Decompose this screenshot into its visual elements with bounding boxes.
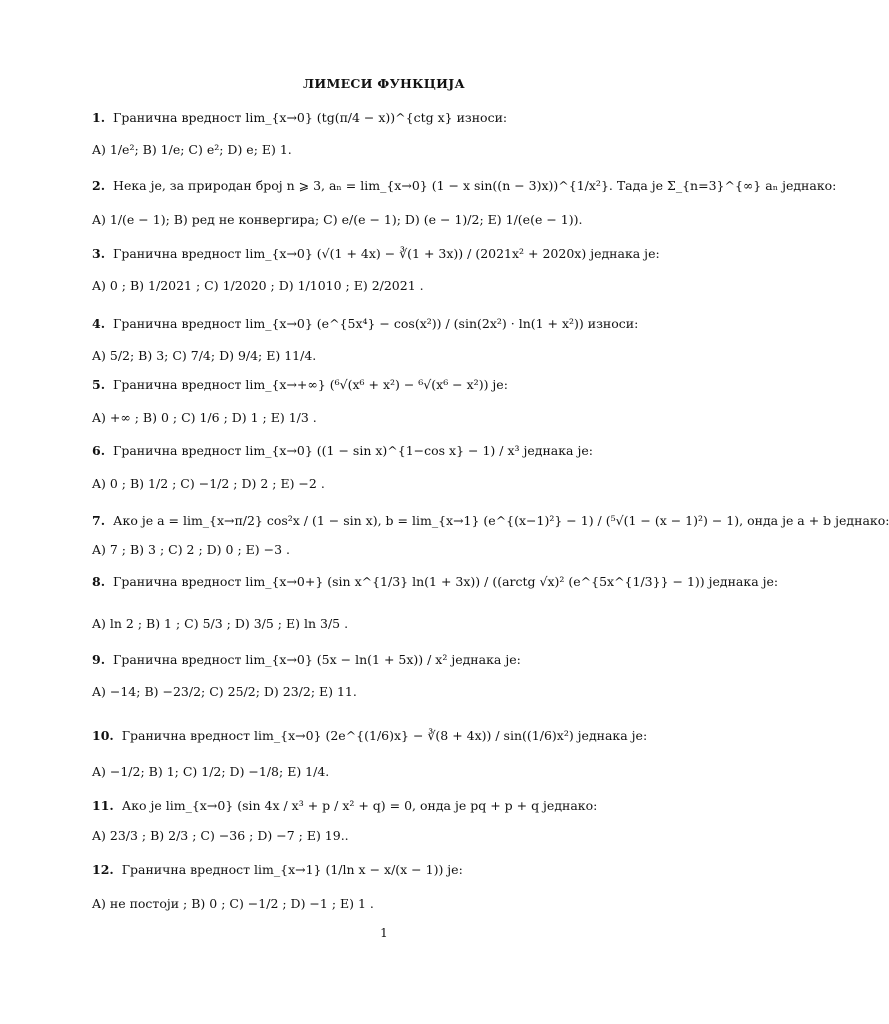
answers-7: A) 7 ; B) 3 ; C) 2 ; D) 0 ; E) −3 .: [92, 542, 290, 557]
problem-text: Ако је a = lim_{x→π/2} cos²x / (1 − sin x), b = lim_{x→1} (e^{(x−1)²} − 1) / (⁵√(1 − (x − 1)²) − 1), онда је a + b једнако:: [113, 513, 889, 528]
problem-5: [92, 377, 708, 392]
problem-number: 3.: [92, 246, 106, 261]
problem-12: [92, 862, 708, 877]
problem-3: [92, 246, 708, 261]
answers-1: A) 1/e²; B) 1/e; C) e²; D) e; E) 1.: [92, 142, 292, 157]
problem-11: [92, 798, 708, 813]
problem-1: [92, 110, 708, 125]
problem-text: Нека је, за природан број n ⩾ 3, aₙ = lim_{x→0} (1 − x sin((n − 3)x))^{1/x²}. Тада је Σ_{n=3}^{∞} aₙ једнако:: [113, 178, 837, 193]
problem-number: 5.: [92, 377, 106, 392]
problem-number: 4.: [92, 316, 106, 331]
problem-text: Гранична вредност lim_{x→0} (e^{5x⁴} − cos(x²)) / (sin(2x²) · ln(1 + x²)) износи:: [113, 316, 639, 331]
problem-number: 11.: [92, 798, 114, 813]
problem-number: 12.: [92, 862, 114, 877]
page-number: 1: [380, 926, 388, 940]
problem-number: 9.: [92, 652, 106, 667]
problem-text: Гранична вредност lim_{x→1} (1/ln x − x/(x − 1)) је:: [121, 862, 463, 877]
answers-5: A) +∞ ; B) 0 ; C) 1/6 ; D) 1 ; E) 1/3 .: [92, 410, 317, 425]
problem-number: 6.: [92, 443, 106, 458]
problem-4: [92, 316, 708, 331]
answers-4: A) 5/2; B) 3; C) 7/4; D) 9/4; E) 11/4.: [92, 348, 317, 363]
problem-2: [92, 178, 837, 193]
problem-number: 7.: [92, 513, 106, 528]
problem-number: 10.: [92, 728, 114, 743]
problem-number: 2.: [92, 178, 106, 193]
page-title: ЛИМЕСИ ФУНКЦИЈА: [302, 76, 465, 91]
problem-6: [92, 443, 708, 458]
answers-8: A) ln 2 ; B) 1 ; C) 5/3 ; D) 3/5 ; E) ln 3/5 .: [92, 616, 349, 631]
problem-text: Гранична вредност lim_{x→0} (√(1 + 4x) − ∛(1 + 3x)) / (2021x² + 2020x) једнака је:: [113, 246, 660, 261]
problem-text: Гранична вредност lim_{x→+∞} (⁶√(x⁶ + x²) − ⁶√(x⁶ − x²)) је:: [113, 377, 508, 392]
problem-7: [92, 513, 889, 528]
answers-11: A) 23/3 ; B) 2/3 ; C) −36 ; D) −7 ; E) 19..: [92, 828, 349, 843]
problem-text: Ако је lim_{x→0} (sin 4x / x³ + p / x² + q) = 0, онда је pq + p + q једнако:: [121, 798, 598, 813]
problem-text: Гранична вредност lim_{x→0} (5x − ln(1 + 5x)) / x² једнака је:: [113, 652, 521, 667]
problem-text: Гранична вредност lim_{x→0} (2e^{(1/6)x} − ∛(8 + 4x)) / sin((1/6)x²) једнака је:: [121, 728, 648, 743]
answers-6: A) 0 ; B) 1/2 ; C) −1/2 ; D) 2 ; E) −2 .: [92, 476, 325, 491]
problem-10: [92, 728, 708, 743]
answers-2: A) 1/(e − 1); B) ред не конвергира; C) e/(e − 1); D) (e − 1)/2; E) 1/(e(e − 1)).: [92, 212, 583, 227]
answers-3: A) 0 ; B) 1/2021 ; C) 1/2020 ; D) 1/1010 ; E) 2/2021 .: [92, 278, 424, 293]
answers-12: A) не постоји ; B) 0 ; C) −1/2 ; D) −1 ; E) 1 .: [92, 896, 374, 911]
problem-text: Гранична вредност lim_{x→0} (tg(π/4 − x))^{ctg x} износи:: [113, 110, 508, 125]
problem-number: 8.: [92, 574, 106, 589]
problem-8: [92, 574, 779, 589]
problem-number: 1.: [92, 110, 106, 125]
problem-text: Гранична вредност lim_{x→0} ((1 − sin x)^{1−cos x} − 1) / x³ једнака је:: [113, 443, 593, 458]
problem-text: Гранична вредност lim_{x→0+} (sin x^{1/3} ln(1 + 3x)) / ((arctg √x)² (e^{5x^{1/3}} − 1)) једнака је:: [113, 574, 779, 589]
answers-10: A) −1/2; B) 1; C) 1/2; D) −1/8; E) 1/4.: [92, 764, 330, 779]
problem-9: [92, 652, 708, 667]
answers-9: A) −14; B) −23/2; C) 25/2; D) 23/2; E) 11.: [92, 684, 357, 699]
